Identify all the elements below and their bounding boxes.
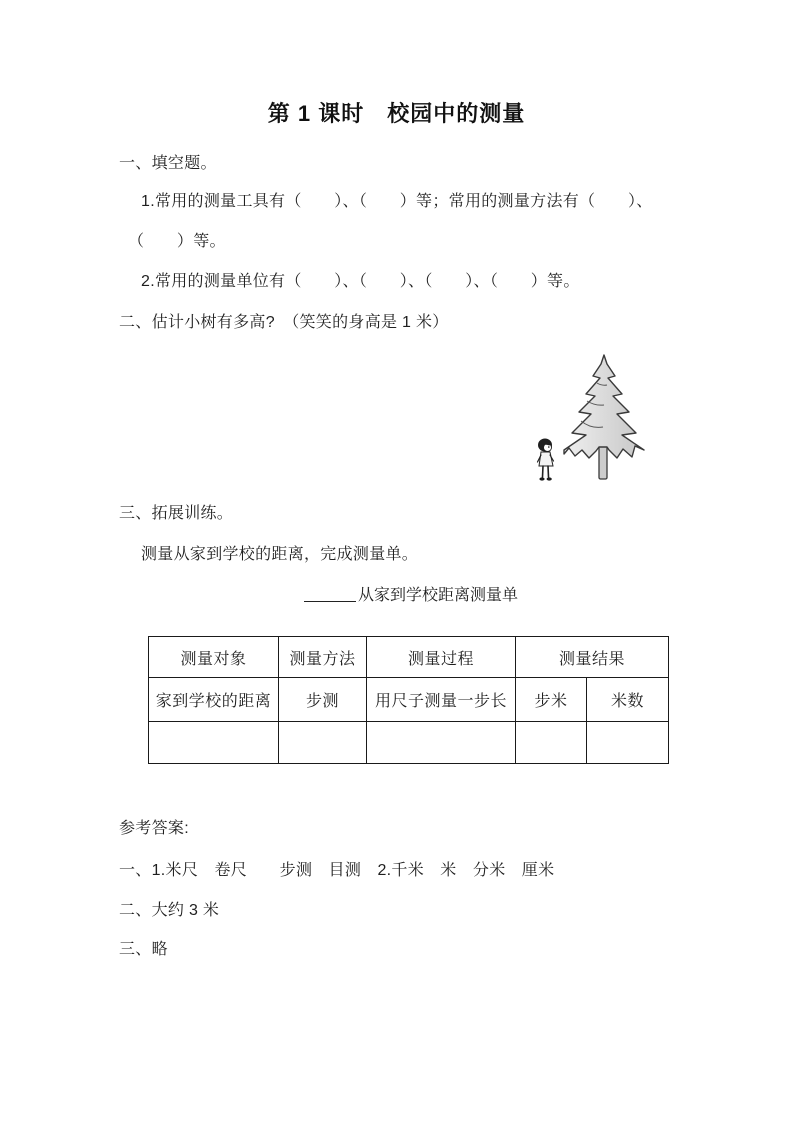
table-cell-process: 用尺子测量一步长: [367, 678, 516, 722]
section2-heading: 二、估计小树有多高? （笑笑的身高是 1 米）: [119, 314, 449, 331]
girl-figure: [538, 439, 554, 481]
table-cell-empty: [367, 722, 516, 764]
table-cell-object: 家到学校的距离: [149, 678, 279, 722]
section1-q2: 2.常用的测量单位有（ ）、（ ）、（ ）、（ ）等。: [141, 273, 580, 290]
section3-heading: 三、拓展训练。: [119, 505, 234, 522]
tree-and-girl-illustration: [531, 351, 649, 485]
measurement-table: [148, 636, 669, 764]
table-cell-steps: 步米: [516, 678, 587, 722]
section1-q1-line1: 1.常用的测量工具有（ ）、（ ）等；常用的测量方法有（ ）、: [141, 193, 653, 210]
table-caption-line: [304, 586, 518, 606]
answer-line-1: 一、1.米尺 卷尺 步测 目测 2.千米 米 分米 厘米: [119, 862, 555, 879]
table-cell-empty: [279, 722, 367, 764]
table-cell-empty: [149, 722, 279, 764]
caption-blank-underline: [304, 587, 356, 602]
section3-intro: 测量从家到学校的距离，完成测量单。: [141, 546, 419, 563]
table-header-method: 测量方法: [279, 637, 367, 678]
answer-line-2: 二、大约 3 米: [119, 902, 220, 919]
pine-tree-graphic: [564, 355, 644, 458]
page-title: 第 1 课时 校园中的测量: [267, 101, 526, 126]
section1-q1-line2: （ ）等。: [128, 233, 226, 250]
table-header-result: 测量结果: [516, 637, 669, 678]
table-header-process: 测量过程: [367, 637, 516, 678]
table-caption: 从家到学校距离测量单: [358, 587, 519, 604]
table-cell-meters: 米数: [587, 678, 669, 722]
table-header-object: 测量对象: [149, 637, 279, 678]
section1-heading: 一、填空题。: [119, 155, 217, 172]
table-cell-empty: [516, 722, 587, 764]
table-cell-empty: [587, 722, 669, 764]
answers-heading: 参考答案:: [119, 820, 189, 837]
table-cell-method: 步测: [279, 678, 367, 722]
answer-line-3: 三、略: [119, 941, 168, 958]
